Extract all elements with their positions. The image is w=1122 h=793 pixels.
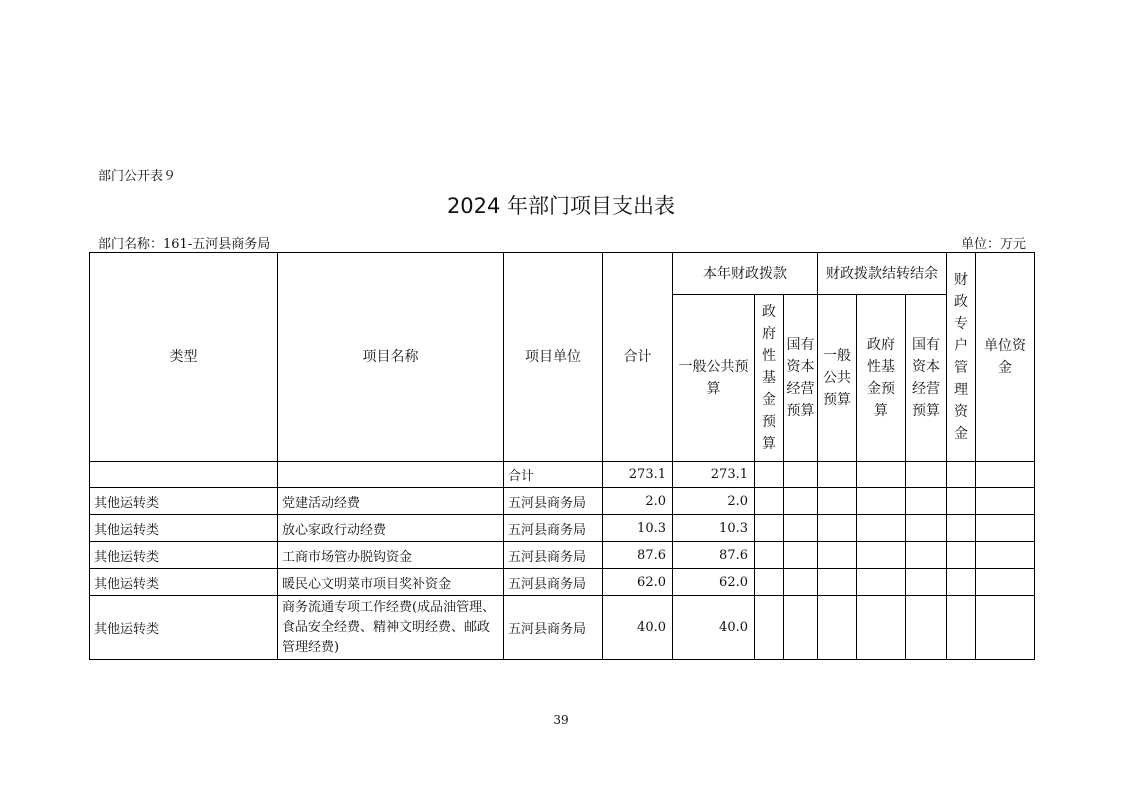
empty-cell: [976, 569, 1035, 596]
total-row-type-cell: [90, 462, 278, 488]
header-general-public-budget: 一般公共预算: [673, 295, 755, 462]
row-total: 62.0: [603, 569, 673, 596]
row-project-unit: 五河县商务局: [504, 596, 603, 660]
unit-label: 单位：万元: [960, 237, 1026, 252]
empty-cell: [947, 596, 976, 660]
row-project-name: 暖民心文明菜市项目奖补资金: [278, 569, 504, 596]
header-row-1: [90, 253, 1035, 295]
page-number: 39: [553, 713, 569, 727]
empty-cell: [857, 462, 906, 488]
page-title: 2024 年部门项目支出表: [446, 194, 676, 218]
table-row: [90, 569, 1035, 596]
empty-cell: [818, 515, 857, 542]
empty-cell: [784, 488, 818, 515]
empty-cell: [818, 542, 857, 569]
row-total: 87.6: [603, 542, 673, 569]
empty-cell: [947, 569, 976, 596]
row-project-unit: 五河县商务局: [504, 542, 603, 569]
empty-cell: [976, 542, 1035, 569]
table-row: [90, 488, 1035, 515]
project-expenditure-table: [89, 252, 1035, 660]
header-current-year-appropriation: 本年财政拨款: [673, 253, 818, 295]
row-type: 其他运转类: [90, 569, 278, 596]
header-project-name: 项目名称: [278, 253, 504, 462]
empty-cell: [857, 515, 906, 542]
header-carryover-state-capital-budget: 国有资本经营预算: [906, 295, 947, 462]
row-type: 其他运转类: [90, 515, 278, 542]
row-general: 62.0: [673, 569, 755, 596]
row-type: 其他运转类: [90, 596, 278, 660]
row-general: 10.3: [673, 515, 755, 542]
row-project-name: 工商市场管办脱钩资金: [278, 542, 504, 569]
total-row-general: 273.1: [673, 462, 755, 488]
row-project-name: 党建活动经费: [278, 488, 504, 515]
row-project-unit: 五河县商务局: [504, 515, 603, 542]
row-total: 40.0: [603, 596, 673, 660]
header-total: 合计: [603, 253, 673, 462]
total-row-total: 273.1: [603, 462, 673, 488]
empty-cell: [906, 462, 947, 488]
empty-cell: [976, 488, 1035, 515]
empty-cell: [906, 596, 947, 660]
header-carryover-gov-fund-budget: 政府性基金预算: [857, 295, 906, 462]
empty-cell: [857, 542, 906, 569]
empty-cell: [976, 596, 1035, 660]
row-general: 40.0: [673, 596, 755, 660]
row-project-unit: 五河县商务局: [504, 488, 603, 515]
total-row-name-cell: [278, 462, 504, 488]
empty-cell: [784, 596, 818, 660]
empty-cell: [906, 515, 947, 542]
empty-cell: [784, 462, 818, 488]
row-type: 其他运转类: [90, 488, 278, 515]
header-gov-fund-budget: 政府性基金预算: [755, 295, 784, 462]
header-type: 类型: [90, 253, 278, 462]
empty-cell: [755, 462, 784, 488]
empty-cell: [857, 488, 906, 515]
empty-cell: [818, 569, 857, 596]
row-type: 其他运转类: [90, 542, 278, 569]
table-row: [90, 542, 1035, 569]
department-name: 部门名称：161-五河县商务局: [98, 237, 271, 252]
header-project-unit: 项目单位: [504, 253, 603, 462]
empty-cell: [976, 515, 1035, 542]
row-total: 10.3: [603, 515, 673, 542]
empty-cell: [784, 515, 818, 542]
row-general: 2.0: [673, 488, 755, 515]
empty-cell: [818, 596, 857, 660]
header-special-account-fund: 财政专户管理资金: [947, 253, 976, 462]
empty-cell: [784, 569, 818, 596]
row-project-unit: 五河县商务局: [504, 569, 603, 596]
empty-cell: [818, 462, 857, 488]
empty-cell: [755, 488, 784, 515]
empty-cell: [755, 569, 784, 596]
empty-cell: [947, 542, 976, 569]
empty-cell: [755, 542, 784, 569]
empty-cell: [976, 462, 1035, 488]
header-unit-fund: 单位资金: [976, 253, 1035, 462]
empty-cell: [818, 488, 857, 515]
empty-cell: [906, 542, 947, 569]
empty-cell: [857, 569, 906, 596]
empty-cell: [947, 462, 976, 488]
empty-cell: [755, 515, 784, 542]
empty-cell: [857, 596, 906, 660]
empty-cell: [906, 488, 947, 515]
header-carryover-balance: 财政拨款结转结余: [818, 253, 947, 295]
row-total: 2.0: [603, 488, 673, 515]
empty-cell: [947, 488, 976, 515]
empty-cell: [947, 515, 976, 542]
row-project-name: 商务流通专项工作经费(成品油管理、食品安全经费、精神文明经费、邮政管理经费): [278, 596, 504, 660]
total-row-label: 合计: [504, 462, 603, 488]
table-caption: 部门公开表９: [98, 169, 177, 184]
empty-cell: [755, 596, 784, 660]
row-project-name: 放心家政行动经费: [278, 515, 504, 542]
header-carryover-general-public-budget: 一般公共预算: [818, 295, 857, 462]
row-general: 87.6: [673, 542, 755, 569]
table-row: [90, 515, 1035, 542]
header-state-capital-budget: 国有资本经营预算: [784, 295, 818, 462]
empty-cell: [784, 542, 818, 569]
total-row: [90, 462, 1035, 488]
table-row: [90, 596, 1035, 660]
empty-cell: [906, 569, 947, 596]
